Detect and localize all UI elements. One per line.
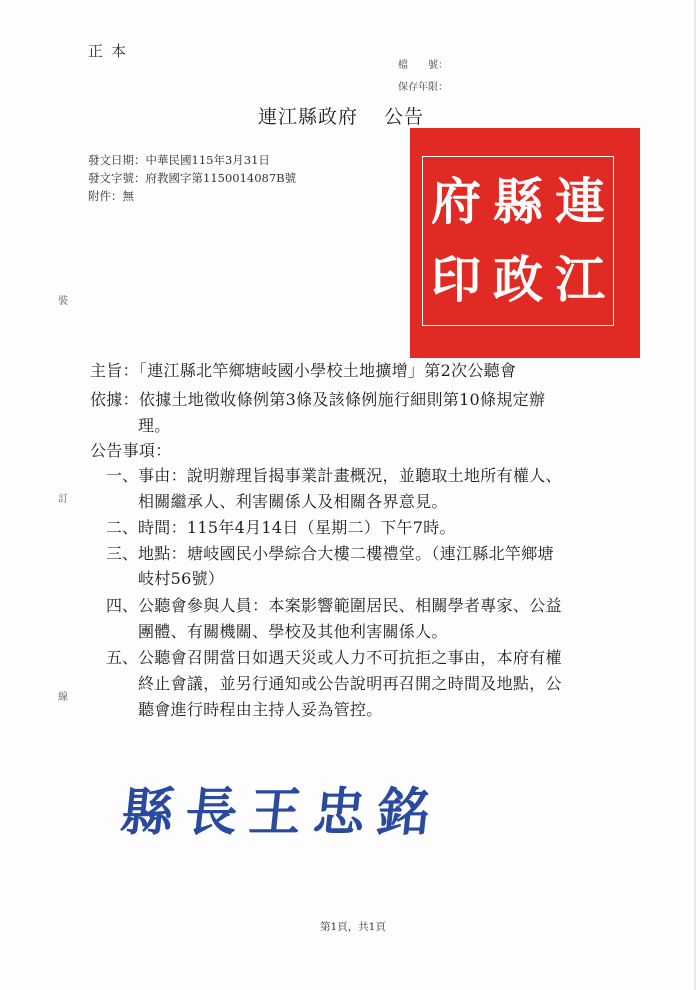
item-5-line: 公聽會召開當日如遇天災或人力不可抗拒之事由，本府有權	[138, 648, 562, 667]
subject-line: 主旨：「連江縣北竿鄉塘岐國小學校土地擴增」第2次公聽會	[90, 361, 517, 380]
issuing-organization: 連江縣政府	[258, 106, 359, 128]
attachment-info: 附件：無	[88, 189, 134, 203]
item-2-line: 時間：115年4月14日（星期二）下午7時。	[138, 518, 456, 537]
scan-edge-line	[694, 0, 696, 990]
item-5-line: 聽會進行時程由主持人妥為管控。	[138, 700, 383, 719]
archive-number-label: 檔 號：	[398, 60, 448, 71]
binding-mark: 訂	[58, 494, 68, 505]
magistrate-signature: 縣長王忠銘	[118, 782, 445, 843]
page-number: 第1頁，共1頁	[320, 921, 386, 933]
item-4-line: 公聽會參與人員：本案影響範圍居民、相關學者專家、公益	[138, 596, 562, 615]
item-number: 一、	[106, 466, 139, 485]
item-5-line: 終止會議，並另行通知或公告說明再召開之時間及地點，公	[138, 674, 562, 693]
item-4-line: 團體、有關機關、學校及其他利害關係人。	[138, 622, 448, 641]
item-1-line: 事由：說明辦理旨揭事業計畫概況，並聽取土地所有權人、	[138, 466, 562, 485]
seal-column-3: 府 印	[431, 172, 481, 309]
document-title	[258, 102, 424, 129]
items-header: 公告事項：	[90, 441, 172, 460]
item-number: 四、	[106, 596, 139, 615]
item-number: 二、	[106, 518, 139, 537]
item-1-line: 相關繼承人、利害關係人及相關各界意見。	[138, 492, 448, 511]
seal-column-2: 縣 政	[493, 172, 543, 309]
item-number: 三、	[106, 544, 139, 563]
binding-mark: 裝	[58, 296, 68, 307]
basis-line-continued: 理。	[138, 416, 171, 435]
issue-date: 發文日期：中華民國115年3月31日	[88, 153, 270, 167]
document-number: 發文字號：府教國字第1150014087B號	[88, 171, 297, 185]
basis-line: 依據：依據土地徵收條例第3條及該條例施行細則第10條規定辦	[90, 390, 546, 409]
seal-column-1: 連 江	[555, 172, 605, 309]
seal-frame	[422, 156, 614, 326]
item-3-line: 地點：塘岐國民小學綜合大樓二樓禮堂。（連江縣北竿鄉塘	[138, 544, 554, 563]
binding-mark: 線	[58, 692, 68, 703]
item-3-line: 岐村56號）	[138, 569, 225, 588]
item-number: 五、	[106, 648, 139, 667]
retention-period-label: 保存年限：	[398, 82, 448, 93]
document-type-label: 正本	[88, 42, 135, 60]
document-kind: 公告	[384, 106, 425, 128]
official-seal	[410, 128, 640, 358]
